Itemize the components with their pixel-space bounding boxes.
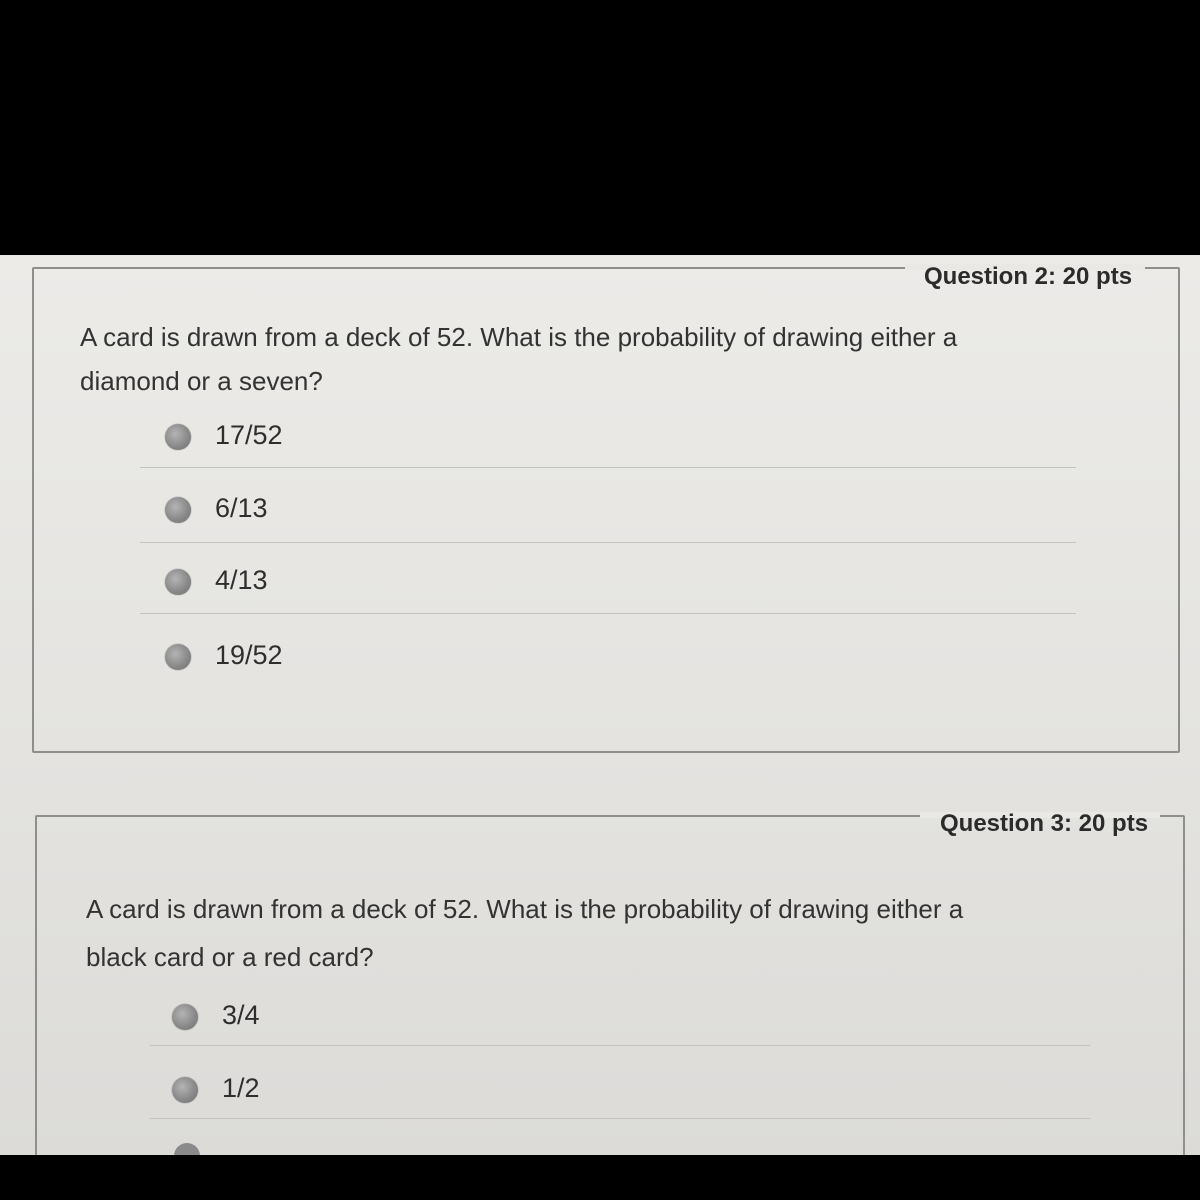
question-3-header: Question 3: 20 pts [940, 810, 1149, 837]
quiz-screen [0, 255, 1200, 1155]
option-divider [150, 1045, 1090, 1046]
question-2-text-line-1: A card is drawn from a deck of 52. What is the probability of drawing either a [80, 322, 958, 352]
radio-button-unselected-icon[interactable] [165, 569, 191, 595]
option-label: 6/13 [215, 493, 268, 523]
question-2-option-d[interactable] [165, 640, 765, 690]
option-divider [150, 1118, 1090, 1119]
radio-button-unselected-icon[interactable] [165, 644, 191, 670]
question-3-option-a[interactable] [172, 1000, 772, 1050]
option-label: 4/13 [215, 565, 268, 595]
question-2-option-a[interactable] [165, 420, 765, 470]
option-label: 17/52 [215, 420, 283, 450]
radio-button-unselected-icon[interactable] [165, 424, 191, 450]
question-2-header: Question 2: 20 pts [924, 263, 1133, 290]
question-2-option-b[interactable] [165, 493, 765, 543]
radio-button-unselected-icon[interactable] [172, 1004, 198, 1030]
radio-button-unselected-icon[interactable] [165, 497, 191, 523]
question-3-option-b[interactable] [172, 1073, 772, 1123]
radio-button-unselected-icon[interactable] [172, 1077, 198, 1103]
question-3-text-line-1: A card is drawn from a deck of 52. What is the probability of drawing either a [86, 894, 964, 924]
option-label: 19/52 [215, 640, 283, 670]
option-divider [140, 467, 1076, 468]
question-2-option-c[interactable] [165, 565, 765, 615]
option-divider [140, 613, 1076, 614]
option-label: 3/4 [222, 1000, 260, 1030]
question-3-text-line-2: black card or a red card? [86, 942, 374, 972]
option-label: 1/2 [222, 1073, 260, 1103]
option-divider [140, 542, 1076, 543]
question-2-text-line-2: diamond or a seven? [80, 366, 323, 396]
